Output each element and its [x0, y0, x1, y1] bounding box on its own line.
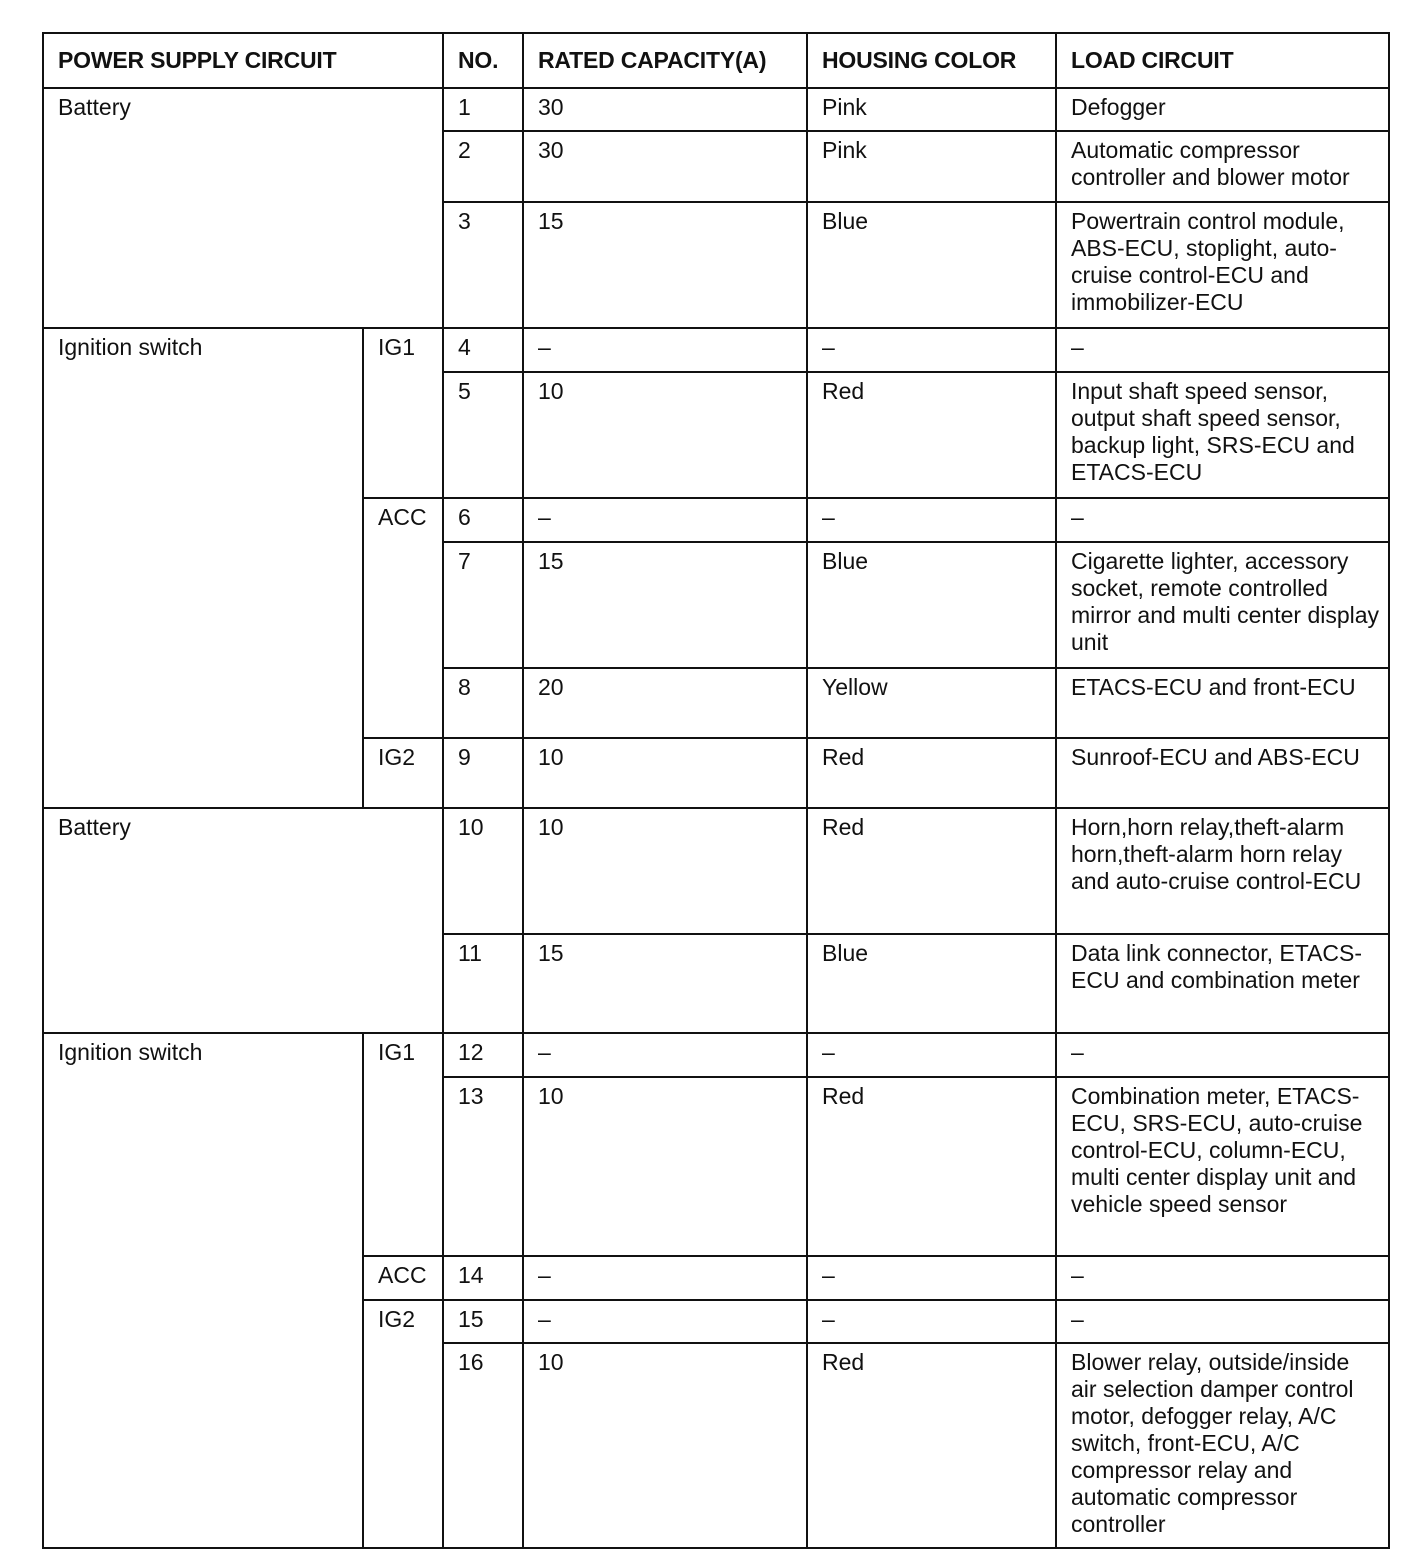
- header-row: [43, 33, 1389, 88]
- cell-capacity: –: [523, 1256, 807, 1300]
- cell-no: 10: [443, 808, 523, 934]
- cell-no: 3: [443, 202, 523, 328]
- header-capacity: RATED CAPACITY(A): [523, 33, 807, 88]
- cell-load: –: [1056, 498, 1389, 542]
- header-power-supply: POWER SUPPLY CIRCUIT: [43, 33, 443, 88]
- cell-load: Data link connector, ETACS-ECU and combination meter: [1056, 934, 1389, 1033]
- cell-color: –: [807, 1256, 1056, 1300]
- cell-capacity: 10: [523, 1077, 807, 1256]
- cell-capacity: 15: [523, 202, 807, 328]
- cell-load: Defogger: [1056, 88, 1389, 131]
- cell-capacity: 10: [523, 738, 807, 808]
- cell-no: 14: [443, 1256, 523, 1300]
- cell-no: 2: [443, 131, 523, 202]
- cell-load: –: [1056, 1033, 1389, 1077]
- cell-load: Input shaft speed sensor, output shaft speed sensor, backup light, SRS-ECU and ETACS-ECU: [1056, 372, 1389, 498]
- cell-color: Blue: [807, 934, 1056, 1033]
- cell-load: Sunroof-ECU and ABS-ECU: [1056, 738, 1389, 808]
- cell-color: Blue: [807, 202, 1056, 328]
- group-ig1: IG1: [363, 1033, 443, 1256]
- cell-load: Powertrain control module, ABS-ECU, stoplight, auto-cruise control-ECU and immobilizer-ECU: [1056, 202, 1389, 328]
- cell-color: Blue: [807, 542, 1056, 668]
- cell-capacity: 20: [523, 668, 807, 738]
- cell-no: 16: [443, 1343, 523, 1548]
- cell-load: Cigarette lighter, accessory socket, remote controlled mirror and multi center display unit: [1056, 542, 1389, 668]
- cell-capacity: 10: [523, 1343, 807, 1548]
- group-acc: ACC: [363, 1256, 443, 1300]
- cell-load: Automatic compressor controller and blower motor: [1056, 131, 1389, 202]
- cell-load: –: [1056, 1256, 1389, 1300]
- cell-capacity: 30: [523, 88, 807, 131]
- cell-capacity: –: [523, 1033, 807, 1077]
- cell-no: 9: [443, 738, 523, 808]
- group-ig1: IG1: [363, 328, 443, 498]
- cell-capacity: 15: [523, 934, 807, 1033]
- cell-no: 13: [443, 1077, 523, 1256]
- cell-capacity: 10: [523, 808, 807, 934]
- cell-no: 5: [443, 372, 523, 498]
- cell-load: Combination meter, ETACS-ECU, SRS-ECU, auto-cruise control-ECU, column-ECU, multi center display unit and vehicle speed sensor: [1056, 1077, 1389, 1256]
- fuse-table: [42, 32, 1390, 1549]
- cell-color: Red: [807, 1343, 1056, 1548]
- cell-load: Blower relay, outside/inside air selection damper control motor, defogger relay, A/C switch, front-ECU, A/C compressor relay and automatic compressor controller: [1056, 1343, 1389, 1548]
- group-ig2: IG2: [363, 738, 443, 808]
- cell-no: 11: [443, 934, 523, 1033]
- cell-color: Red: [807, 1077, 1056, 1256]
- cell-capacity: –: [523, 498, 807, 542]
- cell-load: –: [1056, 328, 1389, 372]
- group-ignition-switch: Ignition switch: [43, 328, 363, 808]
- cell-no: 7: [443, 542, 523, 668]
- cell-load: ETACS-ECU and front-ECU: [1056, 668, 1389, 738]
- header-no: NO.: [443, 33, 523, 88]
- cell-color: Pink: [807, 88, 1056, 131]
- cell-color: –: [807, 498, 1056, 542]
- table-row: [43, 328, 1389, 372]
- cell-color: –: [807, 1033, 1056, 1077]
- cell-color: Red: [807, 808, 1056, 934]
- cell-load: Horn,horn relay,theft-alarm horn,theft-alarm horn relay and auto-cruise control-ECU: [1056, 808, 1389, 934]
- header-load: LOAD CIRCUIT: [1056, 33, 1389, 88]
- cell-color: –: [807, 1300, 1056, 1343]
- table-row: [43, 1033, 1389, 1077]
- cell-no: 15: [443, 1300, 523, 1343]
- header-color: HOUSING COLOR: [807, 33, 1056, 88]
- group-ig2: IG2: [363, 1300, 443, 1548]
- cell-color: Yellow: [807, 668, 1056, 738]
- cell-load: –: [1056, 1300, 1389, 1343]
- cell-no: 12: [443, 1033, 523, 1077]
- group-ignition-switch: Ignition switch: [43, 1033, 363, 1548]
- cell-no: 1: [443, 88, 523, 131]
- cell-color: Red: [807, 372, 1056, 498]
- cell-color: Pink: [807, 131, 1056, 202]
- cell-no: 4: [443, 328, 523, 372]
- cell-capacity: 15: [523, 542, 807, 668]
- table-row: [43, 808, 1389, 934]
- group-battery: Battery: [43, 88, 443, 328]
- cell-capacity: 10: [523, 372, 807, 498]
- cell-color: Red: [807, 738, 1056, 808]
- table-row: [43, 88, 1389, 131]
- group-acc: ACC: [363, 498, 443, 738]
- cell-color: –: [807, 328, 1056, 372]
- cell-capacity: 30: [523, 131, 807, 202]
- cell-capacity: –: [523, 1300, 807, 1343]
- cell-capacity: –: [523, 328, 807, 372]
- cell-no: 8: [443, 668, 523, 738]
- cell-no: 6: [443, 498, 523, 542]
- group-battery: Battery: [43, 808, 443, 1033]
